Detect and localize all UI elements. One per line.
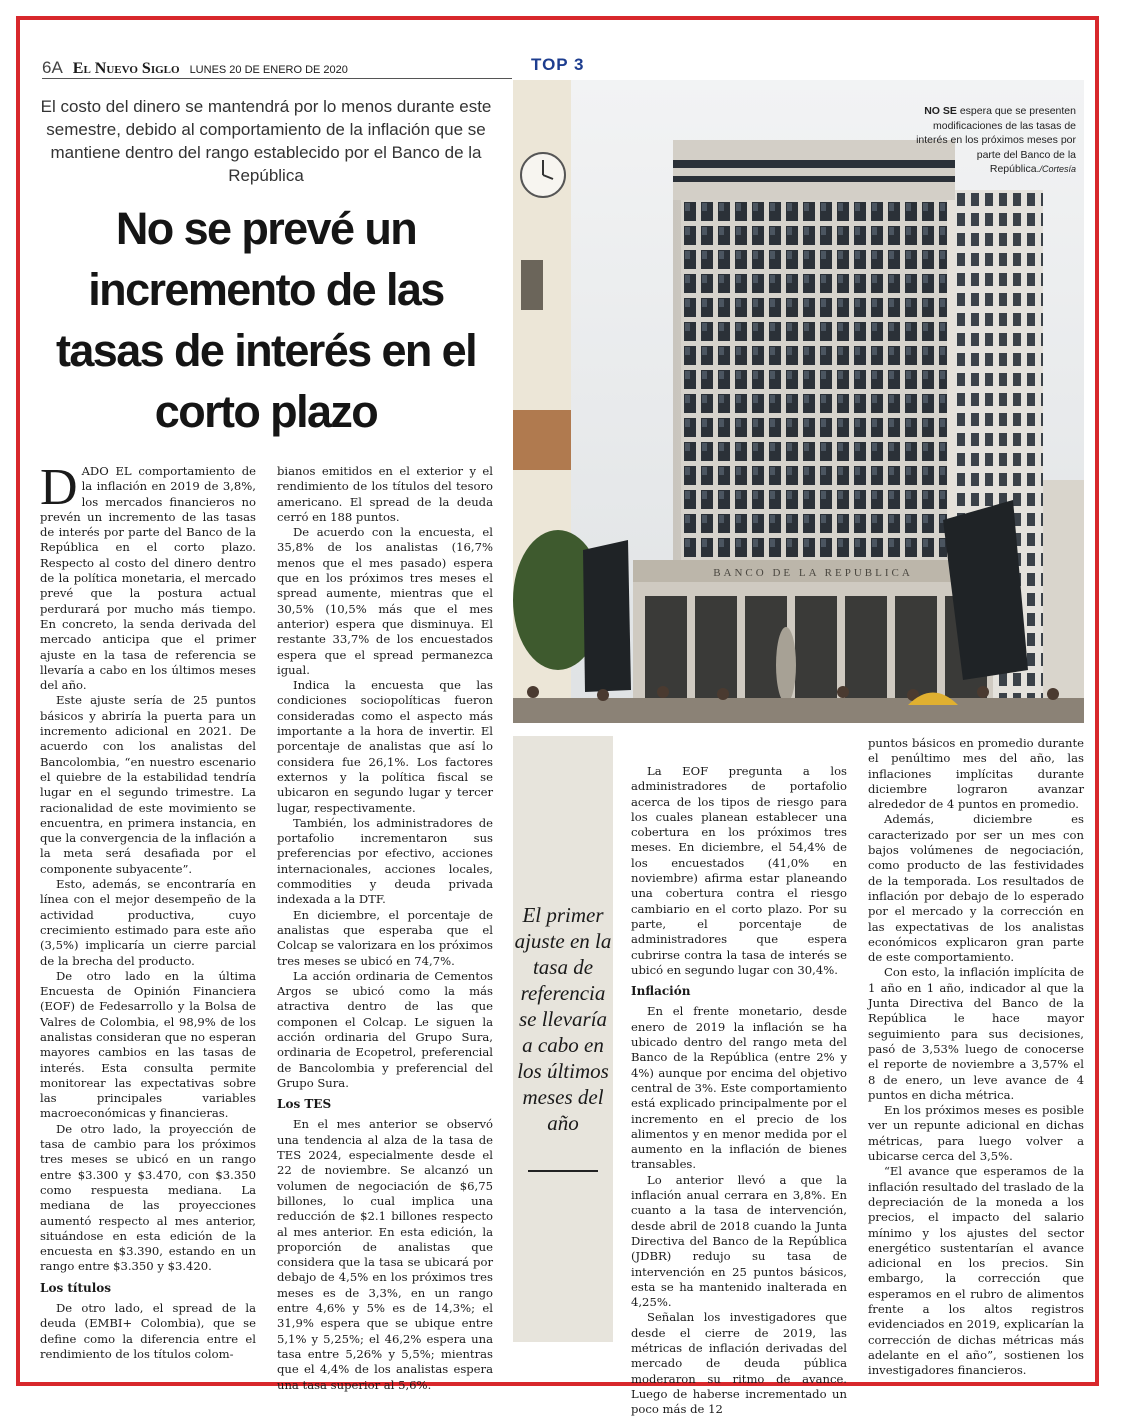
paragraph: bianos emitidos en el exterior y el rendimiento de los títulos del tesoro americano. El spread de la deuda cerró en 188 puntos.	[277, 464, 493, 524]
subheading: Los TES	[277, 1097, 332, 1112]
newspaper-name: El Nuevo Siglo	[72, 60, 180, 77]
building-photo	[513, 80, 1084, 723]
paragraph: También, los administradores de portafolio incrementaron sus preferencias por efectivo, acciones internacionales, acciones locales, commodities y deuda privada indexada a la DTF.	[277, 815, 493, 907]
issue-date: LUNES 20 DE ENERO DE 2020	[189, 64, 348, 76]
paragraph: La acción ordinaria de Cementos Argos se ubicó como la más atractiva dentro de las que componen el Colcap. Le siguen la acción ordinaria del Grupo Sura, ordinaria de Ecopetrol, preferencial de Bancolombia y preferencial del Grupo Sura.	[277, 968, 493, 1090]
paragraph: DADO EL comportamiento de la inflación en 2019 de 3,8%, los mercados financieros no prevén un incremento de las tasas de interés por parte del Banco de la República en el corto plazo. Respecto al costo del dinero dentro de la política monetaria, el mercado prevé que la postura actual perdurará por mucho más tiempo. En concreto, la senda derivada del mercado anticipa que el primer ajuste en la tasa de referencia se llevaría a cabo en los últimos meses del año.	[40, 459, 256, 693]
caption-lead: NO SE	[924, 105, 957, 117]
photo-caption	[916, 104, 1076, 177]
page-number: 6A	[42, 58, 63, 77]
paragraph: Este ajuste sería de 25 puntos básicos y abriría la puerta para un incremento adicional en 2021. De acuerdo con los analistas del Bancolombia, “en nuestro escenario el quiebre de la estabilidad tendría lugar en el segundo trimestre. La racionalidad de este movimiento se encuentra, en primera instancia, en que la convergencia de la inflación a la meta será desafiada por el componente subyacente”.	[40, 693, 256, 876]
subheading: Inflación	[631, 984, 691, 999]
paragraph: De otro lado, el spread de la deuda (EMBI+ Colombia), que se define como la diferencia entre el rendimiento de los títulos colom-	[40, 1301, 256, 1361]
paragraph: De acuerdo con la encuesta, el 35,8% de los analistas (16,7% menos que el mes pasado) espera que en los próximos tres meses el spread aumente, mientras que el 30,5% (10,5% más que el mes anterior) espera que disminuya. El restante 33,7% de los encuestados espera que el spread permanezca igual.	[277, 525, 493, 677]
article-column-3	[631, 764, 847, 1417]
paragraph: De otro lado, la proyección de tasa de cambio para los próximos tres meses se ubicó en un rango entre $3.300 y $3.470, con $3.350 como respuesta mediana. La mediana de las proyecciones aumentó respecto al mes anterior, situándose en esta edición de la encuesta en $3.390, estando en un rango entre $3.350 y $3.420.	[40, 1121, 256, 1274]
page-header	[42, 58, 512, 79]
article-column-4	[868, 736, 1084, 1378]
drop-cap: D	[40, 459, 78, 516]
subheading: Los títulos	[40, 1280, 112, 1295]
paragraph: Lo anterior llevó a que la inflación anual cerrara en 3,8%. En cuanto a la tasa de intervención, desde abril de 2018 cuando la Junta Directiva del Banco de la República (JDBR) redujo su tasa de intervención en 25 puntos básicos, esta se ha mantenido inalterada en 4,25%.	[631, 1172, 847, 1310]
paragraph: En los próximos meses es posible ver un repunte adicional en dichas métricas, para luego volver a ubicarse cerca del 3,5%.	[868, 1103, 1084, 1164]
article-headline: No se prevé un incremento de las tasas de interés en el corto plazo	[55, 203, 477, 437]
paragraph: Indica la encuesta que las condiciones sociopolíticas fueron consideradas como el aspecto más importante a la hora de invertir. El porcentaje de analistas que así lo considera fue 26,1%. Los factores externos y la política fiscal se ubicaron en segundo lugar y tercer lugar, respectivamente.	[277, 678, 493, 815]
bank-sign-text: BANCO DE LA REPUBLICA	[713, 567, 913, 579]
lead-in: ADO EL	[81, 464, 132, 478]
paragraph: “El avance que esperamos de la inflación resultado del traslado de la depreciación de la moneda a los precios, el impacto del salario mínimo y los ajustes del sector energético sustentarían el avance adicional en los precios. Sin embargo, la corrección que esperamos en el rubro de alimentos frente a los altos registros evidenciados en 2019, explicarían la corrección de dichas métricas más adelante en el año”, sostienen los investigadores financieros.	[868, 1164, 1084, 1378]
paragraph: De otro lado en la última Encuesta de Opinión Financiera (EOF) de Fedesarrollo y la Bolsa de Valres de Colombia, el 98,9% de los analistas consideran que no esperan mayores cambios en las tasas de interés. Esta consulta permite monitorear las expectativas sobre las principales variables macroeconómicas y financieras.	[40, 968, 256, 1121]
paragraph: Señalan los investigadores que desde el cierre de 2019, las métricas de inflación derivadas del mercado de deuda pública moderaron su ritmo de avance. Luego de haberse incrementado un poco más de 12	[631, 1310, 847, 1417]
pull-quote-box	[513, 736, 613, 1342]
pull-quote-rule	[528, 1170, 598, 1172]
paragraph: Esto, además, se encontraría en línea con el mejor desempeño de la actividad productiva, cuyo crecimiento estimado para este año (3,5%) implicaría un cierre parcial de la brecha del producto.	[40, 877, 256, 968]
paragraph: puntos básicos en promedio durante el penúltimo mes del año, las inflaciones implícitas durante diciembre lograron avanzar alrededor de 4 puntos en promedio.	[868, 736, 1084, 812]
paragraph: Además, diciembre es caracterizado por ser un mes con bajos volúmenes de negociación, como producto de las festividades de la temporada. Los resultados de inflación por debajo de lo esperado por el mercado y la corrección en las expectativas de los analistas económicos explicaron gran parte de este comportamiento.	[868, 812, 1084, 965]
article-deck: El costo del dinero se mantendrá por lo menos durante este semestre, debido al comportamiento de la inflación que se mantiene dentro del rango establecido por el Banco de la República	[40, 97, 492, 185]
article-column-2	[277, 464, 493, 1393]
paragraph: Con esto, la inflación implícita de 1 año en 1 año, indicador al que la Junta Directiva del Banco de la República le hace mayor seguimiento para sus decisiones, pasó de 3,53% luego de conocerse el reporte de noviembre a 3,57% el 8 de enero, un leve avance de 4 puntos en dicha métrica.	[868, 965, 1084, 1102]
section-label: TOP 3	[531, 55, 585, 74]
paragraph: En diciembre, el porcentaje de analistas que esperaba que el Colcap se valorizara en los próximos tres meses se ubicó en 74,7%.	[277, 907, 493, 968]
article-column-1	[40, 459, 256, 1362]
paragraph: En el mes anterior se observó una tendencia al alza de la tasa de TES 2024, especialmente desde el 22 de noviembre. Se alcanzó un volumen de negociación de $6,75 billones, lo cual implica una reducción de $2.1 billones respecto al mes anterior. En esta edición, la proporción de analistas que considera que la tasa se ubicará por debajo de 4,5% en los próximos tres meses es de 3,3%, en un rango entre 4,6% y 5% es de 14,3%; el 31,9% espera que se ubique entre 5,1% y 5,25%; el 46,2% espera una tasa entre 5,26% y 5,5%; mientras que el 4,4% de los analistas espera una tasa superior al 5,6%.	[277, 1117, 493, 1392]
paragraph: En el frente monetario, desde enero de 2019 la inflación se ha ubicado dentro del rango meta del Banco de la República (entre 2% y 4%) aunque por encima del objetivo central de 3%. Este comportamiento está explicado principalmente por el incremento en el precio de los alimentos y en menor medida por el aumento en la inflación de bienes transables.	[631, 1004, 847, 1172]
caption-text: espera que se presenten modificaciones de las tasas de interés en los próximos meses por parte del Banco de la República.	[916, 105, 1076, 175]
pull-quote: El primer ajuste en la tasa de referencia se llevaría a cabo en los últimos meses del año	[514, 903, 612, 1135]
paragraph: La EOF pregunta a los administradores de portafolio acerca de los tipos de riesgo para los cuales planean establecer una cobertura en los próximos tres meses. En diciembre, el 54,4% de los encuestados (41,0% en noviembre) afirma estar planeando una cobertura contra el riesgo cambiario en el corto plazo. Por su parte, el porcentaje de administradores que espera cubrirse contra la tasa de interés se ubicó en segundo lugar con 30,4%.	[631, 764, 847, 977]
caption-credit: /Cortesía	[1039, 164, 1076, 174]
